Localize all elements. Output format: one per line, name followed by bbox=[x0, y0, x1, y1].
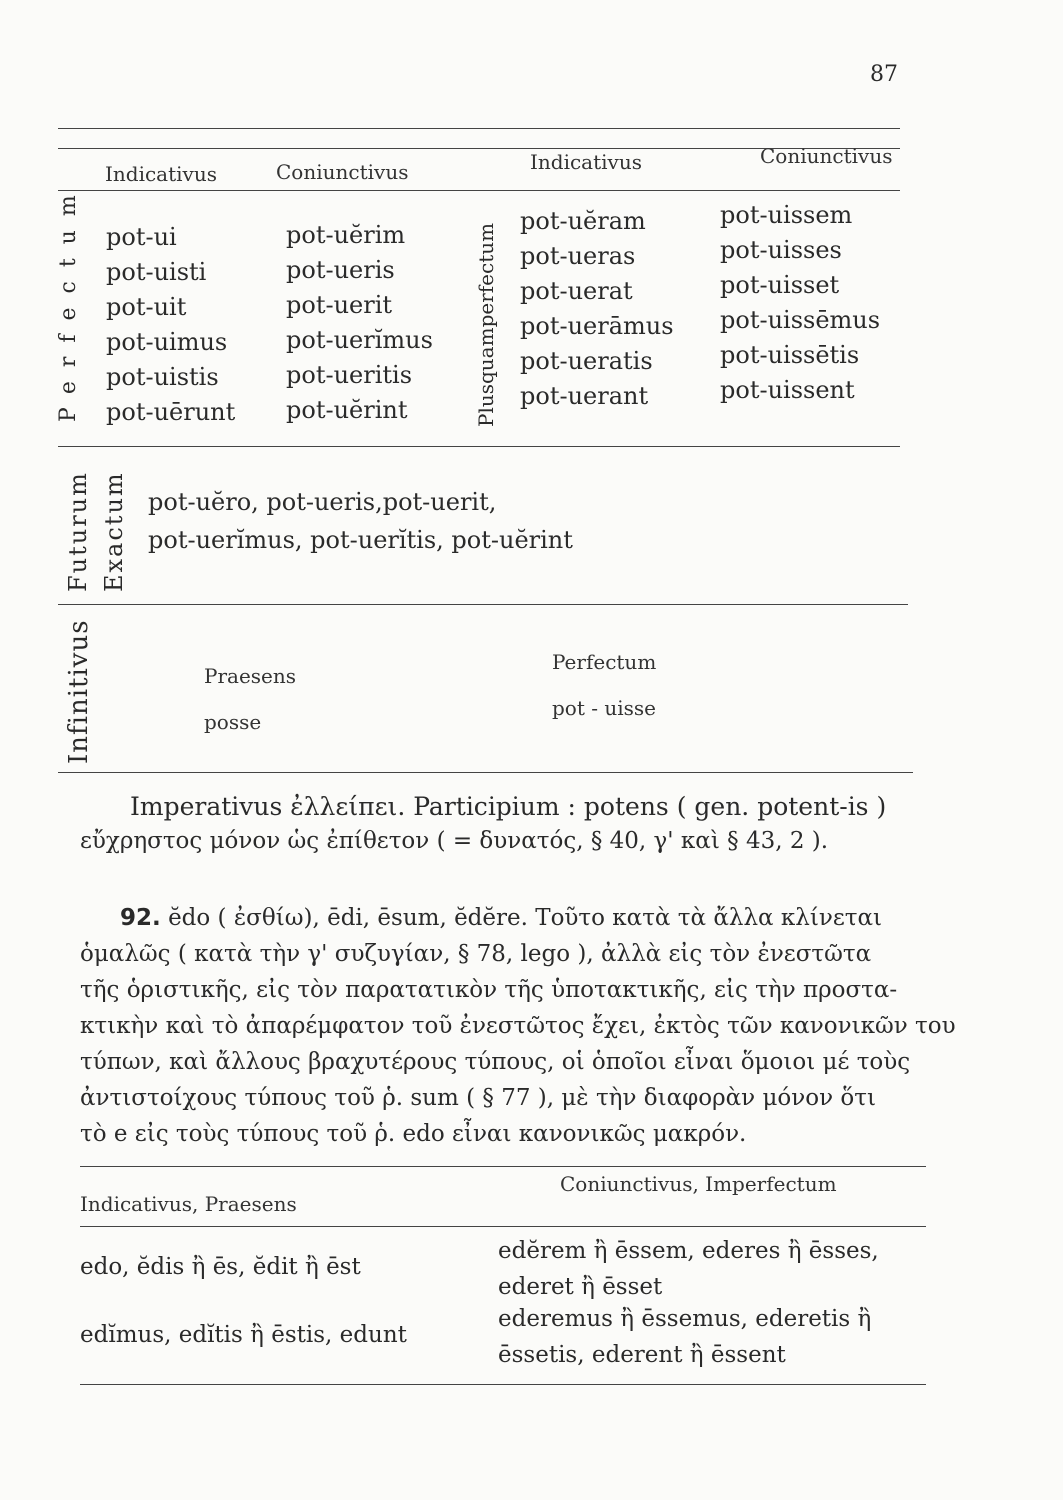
plus-ind-5: pot-ueratis bbox=[520, 347, 653, 375]
header-indicativus-perfectum: Indicativus bbox=[105, 162, 217, 186]
header-indicativus-plusquam: Indicativus bbox=[530, 150, 642, 174]
exactum-label: Exactum bbox=[100, 471, 128, 592]
perf-ind-4: pot-uimus bbox=[106, 328, 228, 356]
table2-row2-left: edĭmus, edĭtis ἢ ēstis, edunt bbox=[80, 1322, 407, 1348]
praesens-form: posse bbox=[204, 710, 262, 734]
plus-ind-3: pot-uerat bbox=[520, 277, 633, 305]
plus-con-5: pot-uissētis bbox=[720, 341, 860, 369]
futurum-line1: pot-uĕro, pot-ueris,pot-uerit, bbox=[148, 488, 497, 516]
plusquamperfectum-label: Plusquamperfectum bbox=[474, 222, 498, 427]
table1-header-rule bbox=[58, 190, 900, 191]
table2-row2-right-line1: ederemus ἢ ēssemus, ederetis ἢ bbox=[498, 1306, 872, 1332]
table2-row1-left: edo, ĕdis ἢ ēs, ĕdit ἢ ēst bbox=[80, 1254, 361, 1280]
perf-con-3: pot-uerit bbox=[286, 291, 393, 319]
plus-ind-1: pot-uĕram bbox=[520, 207, 646, 235]
table2-header-left: Indicativus, Praesens bbox=[80, 1192, 297, 1216]
perf-con-4: pot-uerĭmus bbox=[286, 326, 433, 354]
plus-con-3: pot-uisset bbox=[720, 271, 840, 299]
imperativus-line1: Imperativus ἐλλείπει. Participium : potens ( gen. potent-is ) bbox=[130, 792, 887, 821]
plusquam-indicativus-col bbox=[520, 204, 674, 414]
futurum-label: Futurum bbox=[64, 471, 92, 592]
plusquam-coniunctivus-col bbox=[720, 198, 880, 408]
header-coniunctivus-perfectum: Coniunctivus bbox=[276, 160, 409, 184]
page-number: 87 bbox=[870, 62, 898, 87]
section-92-line-1: ĕdo ( ἐσθίω), ēdi, ēsum, ĕdĕre. Τοῦτο κατὰ τὰ ἄλλα κλίνεται bbox=[168, 905, 883, 931]
plus-con-1: pot-uissem bbox=[720, 201, 853, 229]
infinitivus-label: Infinitivus bbox=[64, 619, 94, 764]
table2-top-rule bbox=[80, 1166, 926, 1167]
table1-bottom-rule bbox=[58, 772, 913, 773]
perfectum-label: Perfectum bbox=[56, 181, 81, 422]
section-92-line-5: τύπων, καὶ ἄλλους βραχυτέρους τύπους, οἱ ὁποῖοι εἶναι ὅμοιοι μέ τοὺς bbox=[80, 1049, 911, 1075]
section-92-line-4: κτικὴν καὶ τὸ ἀπαρέμφατον τοῦ ἐνεστῶτος ἔχει, ἐκτὸς τῶν κανονικῶν του bbox=[80, 1013, 956, 1039]
imperativus-line2: εὔχρηστος μόνον ὡς ἐπίθετον ( = δυνατός, § 40, γ' καὶ § 43, 2 ). bbox=[80, 828, 829, 854]
table2-bottom-rule bbox=[80, 1384, 926, 1385]
perf-ind-1: pot-ui bbox=[106, 223, 177, 251]
plus-con-4: pot-uissēmus bbox=[720, 306, 881, 334]
perf-con-1: pot-uĕrim bbox=[286, 221, 406, 249]
perf-con-5: pot-ueritis bbox=[286, 361, 413, 389]
perf-ind-5: pot-uistis bbox=[106, 363, 219, 391]
plus-ind-2: pot-ueras bbox=[520, 242, 636, 270]
perfectum-indicativus-col bbox=[106, 220, 235, 430]
perfectum-coniunctivus-col bbox=[286, 218, 433, 428]
plus-ind-6: pot-uerant bbox=[520, 382, 649, 410]
futurum-line2: pot-uerĭmus, pot-uerĭtis, pot-uĕrint bbox=[148, 526, 573, 554]
section-number: 92. bbox=[120, 905, 161, 931]
perf-con-6: pot-uĕrint bbox=[286, 396, 408, 424]
table2-header-right: Coniunctivus, Imperfectum bbox=[560, 1172, 837, 1196]
table2-row1-right-line2: ederet ἢ ēsset bbox=[498, 1274, 663, 1300]
plus-ind-4: pot-uerāmus bbox=[520, 312, 674, 340]
table1-futurum-bottom-rule bbox=[58, 604, 908, 605]
perfectum-inf-form: pot - uisse bbox=[552, 696, 656, 720]
perf-con-2: pot-ueris bbox=[286, 256, 395, 284]
table2-row1-right-line1: edĕrem ἢ ēssem, ederes ἢ ēsses, bbox=[498, 1238, 879, 1264]
section-92-line-3: τῆς ὁριστικῆς, εἰς τὸν παρατατικὸν τῆς ὑποτακτικῆς, εἰς τὴν προστα- bbox=[80, 977, 898, 1003]
perfectum-inf-label: Perfectum bbox=[552, 650, 657, 674]
header-coniunctivus-plusquam: Coniunctivus bbox=[760, 144, 893, 168]
table2-header-rule bbox=[80, 1226, 926, 1227]
section-92-line-6: ἀντιστοίχους τύπους τοῦ ῥ. sum ( § 77 ), μὲ τὴν διαφορὰν μόνον ὅτι bbox=[80, 1085, 876, 1111]
praesens-label: Praesens bbox=[204, 664, 297, 688]
section-92-line-7: τὸ e εἰς τοὺς τύπους τοῦ ῥ. edo εἶναι κανονικῶς μακρόν. bbox=[80, 1121, 747, 1147]
table1-perfectum-bottom-rule bbox=[58, 446, 900, 447]
section-92-line-2: ὁμαλῶς ( κατὰ τὴν γ' συζυγίαν, § 78, lego ), ἀλλὰ εἰς τὸν ἐνεστῶτα bbox=[80, 941, 872, 967]
perf-ind-2: pot-uisti bbox=[106, 258, 207, 286]
section-92-paragraph bbox=[80, 900, 956, 1152]
plus-con-6: pot-uissent bbox=[720, 376, 855, 404]
table2-row2-right-line2: ēssetis, ederent ἢ ēssent bbox=[498, 1342, 786, 1368]
perf-ind-6: pot-uērunt bbox=[106, 398, 236, 426]
perf-ind-3: pot-uit bbox=[106, 293, 187, 321]
table1-top-rule bbox=[58, 128, 900, 129]
plus-con-2: pot-uisses bbox=[720, 236, 842, 264]
